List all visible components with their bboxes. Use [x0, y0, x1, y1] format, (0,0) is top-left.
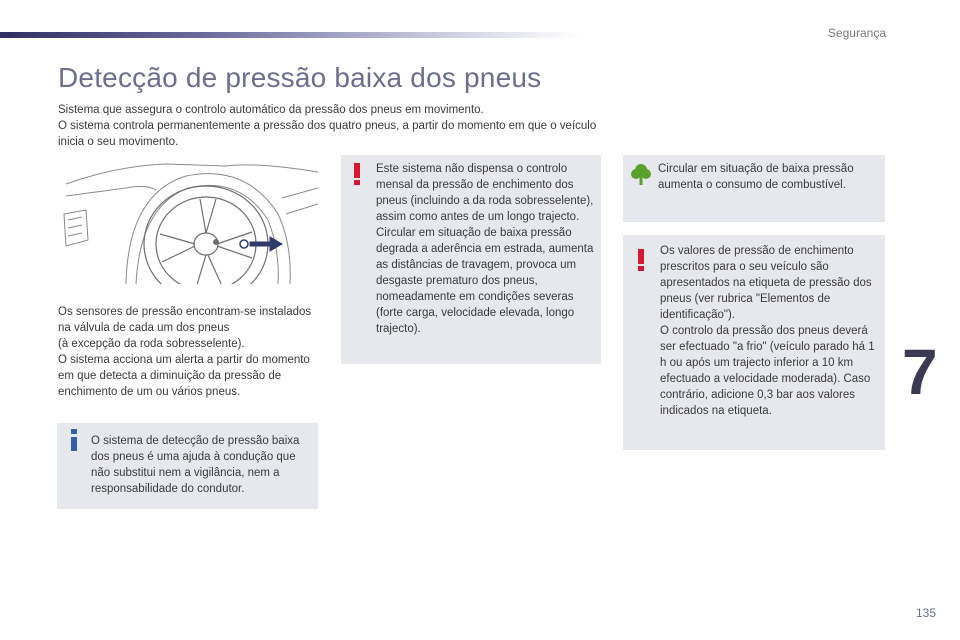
warning-box-2-paragraph-1: Os valores de pressão de enchimento prescritos para o seu veículo são apresentados na etiqueta de pressão dos pneus (ver rubrica "Elementos de identificação"). [660, 245, 872, 321]
warning-box-1 [341, 155, 601, 364]
page-number: 135 [915, 606, 936, 620]
header-color-bar [0, 32, 580, 38]
info-icon [69, 429, 79, 451]
section-name: Segurança [827, 26, 886, 40]
eco-tree-icon [631, 163, 651, 185]
warning-box-2-paragraph-2: O controlo da pressão dos pneus deverá ser efectuado "a frio" (veículo parado há 1 h ou após um trajecto inferior a 10 km efectuado a velocidade moderada). Caso contrário, adicione 0,3 bar aos valores indicados na etiqueta. [660, 325, 875, 417]
body-line-3: O sistema acciona um alerta a partir do momento em que detecta a diminuição da pressão de enchimento de um ou vários pneus. [58, 354, 310, 398]
warning-box-1-paragraph-2: Circular em situação de baixa pressão degrada a aderência em estrada, aumenta as distâncias de travagem, provoca um desgaste prematuro dos pneus, nomeadamente em condições severas (forte carga, velocidade elevada, longo trajecto). [376, 227, 594, 335]
eco-box-text: Circular em situação de baixa pressão aumenta o consumo de combustível. [658, 163, 854, 191]
eco-box [623, 155, 885, 222]
warning-box-2 [623, 235, 885, 450]
info-box-text: O sistema de detecção de pressão baixa dos pneus é uma ajuda à condução que não substitui nem a vigilância, nem a responsabilidade do condutor. [91, 435, 300, 495]
warning-box-1-paragraph-1: Este sistema não dispensa o controlo mensal da pressão de enchimento dos pneus (incluindo a da roda sobresselente), assim como antes de um longo trajecto. [376, 163, 594, 223]
info-box [57, 423, 318, 509]
intro-text [58, 102, 618, 150]
page-title: Detecção de pressão baixa dos pneus [58, 62, 542, 93]
intro-line-2: O sistema controla permanentemente a pressão dos quatro pneus, a partir do momento em que o veículo inicia o seu movimento. [58, 120, 597, 148]
intro-line-1: Sistema que assegura o controlo automático da pressão dos pneus em movimento. [58, 104, 484, 116]
body-line-2: (à excepção da roda sobresselente). [58, 338, 245, 350]
warning-icon [353, 163, 361, 185]
body-line-1: Os sensores de pressão encontram-se instalados na válvula de cada um dos pneus [58, 306, 312, 334]
tire-valve-illustration [56, 154, 318, 284]
chapter-number: 7 [902, 336, 938, 408]
warning-icon [637, 249, 645, 271]
body-text [58, 304, 320, 400]
